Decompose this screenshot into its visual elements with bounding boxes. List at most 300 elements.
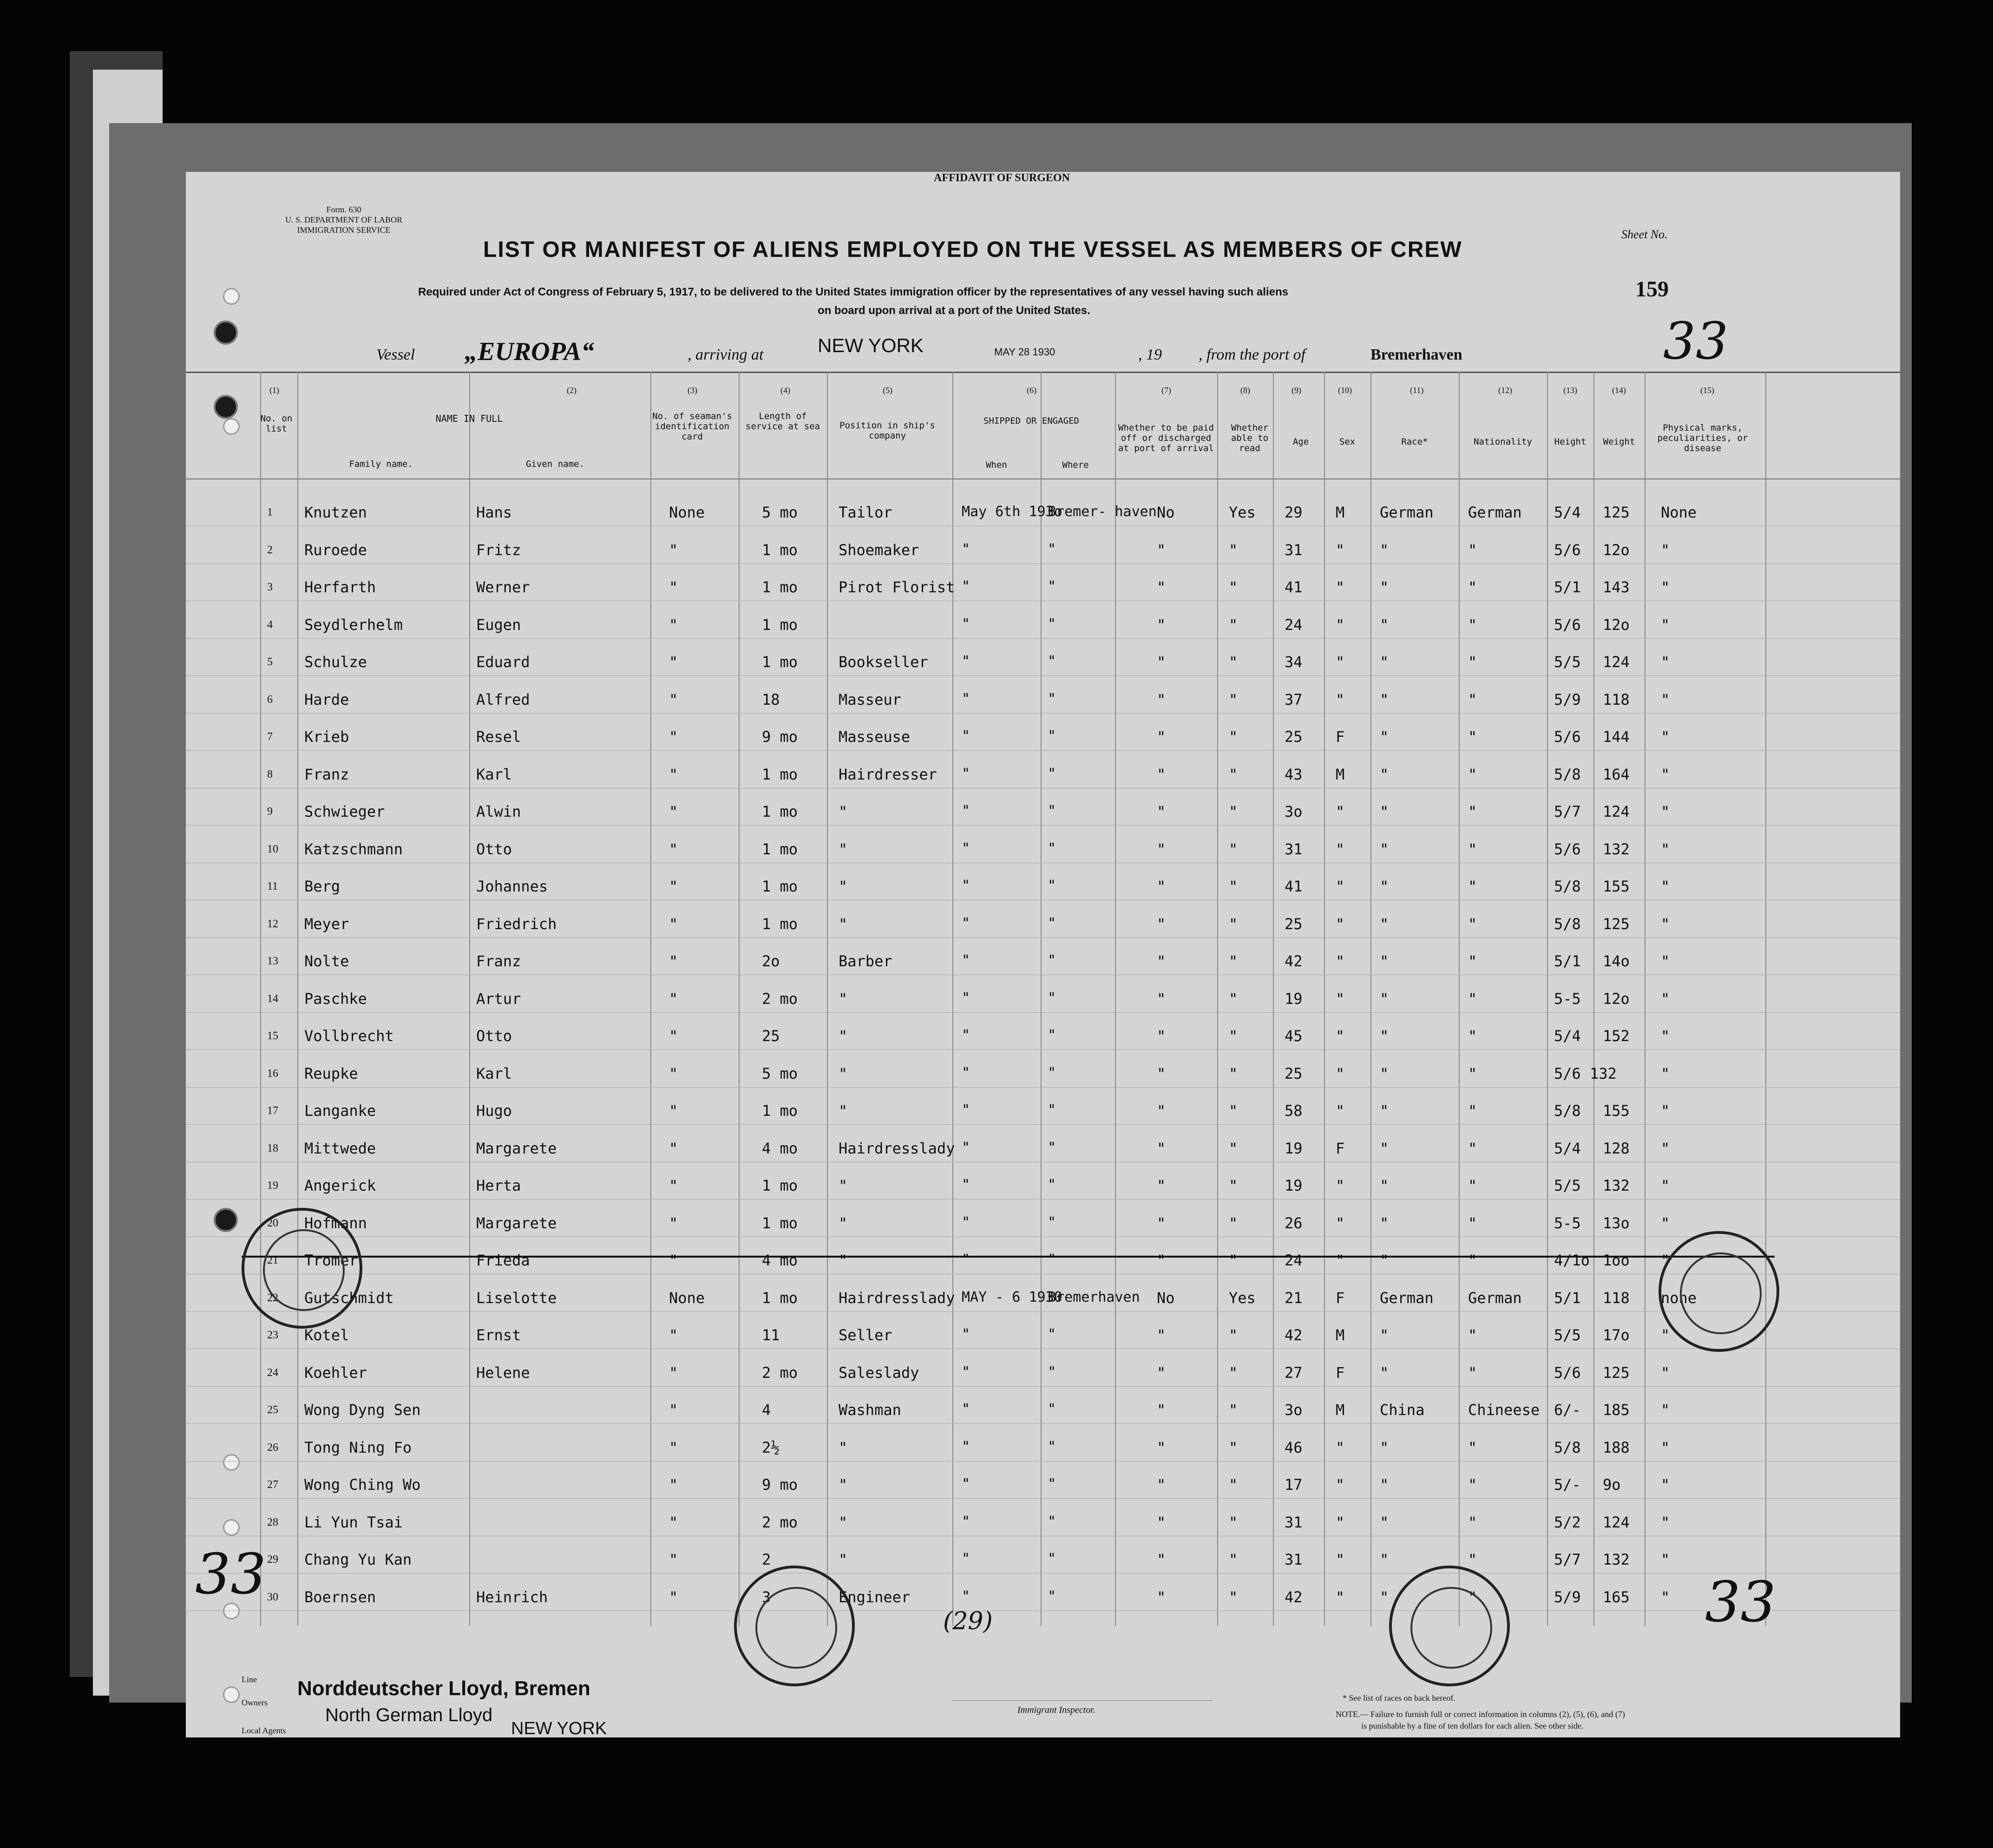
row-number: 25: [267, 1404, 278, 1416]
physical-marks: ": [1661, 1064, 1670, 1082]
able-to-read: ": [1229, 1102, 1238, 1120]
seaman-card: ": [669, 578, 678, 596]
sex: ": [1336, 952, 1345, 970]
year-label: , 19: [1138, 346, 1162, 363]
table-row: [186, 1021, 1900, 1058]
service-length: 1 mo: [762, 1214, 798, 1232]
service-length: 1 mo: [762, 878, 798, 895]
race: ": [1380, 1064, 1389, 1082]
nationality: ": [1468, 1064, 1477, 1082]
family-name: Wong Dyng Sen: [304, 1401, 421, 1419]
weight: 14o: [1603, 952, 1630, 970]
able-to-read: ": [1229, 690, 1238, 708]
height: 6/-: [1554, 1401, 1581, 1419]
able-to-read: ": [1229, 1177, 1238, 1194]
seaman-card: ": [669, 1588, 678, 1606]
engaged-when: ": [962, 803, 970, 819]
column-number: (7): [1161, 386, 1171, 395]
nationality: ": [1468, 1139, 1477, 1157]
sex: ": [1336, 1476, 1345, 1494]
position: ": [839, 1438, 848, 1456]
table-row: [186, 1208, 1900, 1245]
table-row: [186, 1432, 1900, 1469]
able-to-read: ": [1229, 653, 1238, 671]
sex: M: [1336, 1326, 1345, 1344]
column-number: (14): [1612, 386, 1626, 395]
row-number: 24: [267, 1366, 278, 1379]
service-length: 1 mo: [762, 578, 798, 596]
height: 5/5: [1554, 1177, 1581, 1194]
able-to-read: ": [1229, 878, 1238, 895]
family-name: Schulze: [304, 653, 367, 671]
able-to-read: ": [1229, 1214, 1238, 1232]
paid-off: ": [1157, 728, 1166, 746]
physical-marks: ": [1661, 915, 1670, 933]
column-number: (6): [1027, 386, 1036, 395]
nationality: German: [1468, 1289, 1522, 1307]
engaged-where: ": [1048, 952, 1056, 969]
height: 5/1: [1554, 952, 1581, 970]
nationality: ": [1468, 653, 1477, 671]
height: 5/6: [1554, 728, 1581, 746]
weight: 125: [1603, 915, 1630, 933]
col-seaman-card: No. of seaman's identification card: [652, 411, 732, 442]
height: 5/8: [1554, 878, 1581, 895]
col-given: Given name.: [526, 459, 584, 469]
family-name: Franz: [304, 765, 349, 783]
physical-marks: ": [1661, 1177, 1670, 1194]
family-name: Wong Ching Wo: [304, 1476, 421, 1494]
able-to-read: ": [1229, 578, 1238, 596]
sex: ": [1336, 878, 1345, 895]
family-name: Angerick: [304, 1177, 376, 1194]
engaged-when: ": [962, 1064, 970, 1081]
nationality: ": [1468, 840, 1477, 858]
punch-hole: [223, 418, 240, 435]
row-number: 4: [267, 618, 273, 631]
table-row: [186, 1469, 1900, 1507]
row-rule: [186, 638, 1900, 639]
race: ": [1380, 1476, 1389, 1494]
age: 31: [1285, 840, 1303, 858]
given-name: Heinrich: [476, 1588, 548, 1606]
nationality: ": [1468, 878, 1477, 895]
engaged-when: ": [962, 1513, 970, 1530]
col-read: Whether able to read: [1231, 423, 1269, 453]
physical-marks: ": [1661, 1102, 1670, 1120]
sex: ": [1336, 1214, 1345, 1232]
service-length: 2 mo: [762, 1363, 798, 1382]
age: 42: [1285, 952, 1303, 970]
seaman-card: ": [669, 728, 678, 746]
paid-off: ": [1157, 990, 1166, 1008]
race: ": [1380, 1588, 1389, 1606]
paid-off: ": [1157, 1363, 1166, 1382]
seaman-card: ": [669, 1326, 678, 1344]
paid-off: ": [1157, 1513, 1166, 1531]
row-rule: [186, 1386, 1900, 1387]
from-label: , from the port of: [1199, 346, 1306, 363]
row-rule: [186, 825, 1900, 826]
col-paid-off: Whether to be paid off or discharged at port of arrival: [1118, 423, 1214, 453]
table-row: [186, 1582, 1900, 1619]
seaman-card: ": [669, 1401, 678, 1419]
punch-hole: [214, 395, 238, 419]
engaged-when: ": [962, 1326, 970, 1343]
height: 5/-: [1554, 1476, 1581, 1494]
nationality: ": [1468, 1438, 1477, 1456]
column-number: (13): [1563, 386, 1577, 395]
physical-marks: ": [1661, 541, 1670, 559]
given-name: Johannes: [476, 878, 548, 895]
engaged-where: ": [1048, 728, 1056, 744]
column-number: (1): [269, 386, 279, 395]
age: 3o: [1285, 1401, 1303, 1419]
physical-marks: none: [1661, 1289, 1697, 1307]
paid-off: ": [1157, 1139, 1166, 1157]
table-row: [186, 1133, 1900, 1170]
nationality: ": [1468, 1252, 1477, 1269]
able-to-read: Yes: [1229, 1289, 1256, 1307]
age: 29: [1285, 504, 1303, 521]
age: 21: [1285, 1289, 1303, 1307]
able-to-read: ": [1229, 990, 1238, 1008]
position: ": [839, 1027, 848, 1045]
engaged-when: ": [962, 1363, 970, 1380]
height: 5/8: [1554, 1438, 1581, 1456]
engaged-when: ": [962, 915, 970, 931]
physical-marks: None: [1661, 504, 1697, 521]
height: 4/1o: [1554, 1252, 1590, 1269]
weight: 185: [1603, 1401, 1630, 1419]
age: 26: [1285, 1214, 1303, 1232]
table-row: [186, 1095, 1900, 1133]
weight: 12o: [1603, 616, 1630, 634]
able-to-read: ": [1229, 1588, 1238, 1606]
race: China: [1380, 1401, 1425, 1419]
nationality: ": [1468, 1363, 1477, 1382]
position: ": [839, 840, 848, 858]
height: 5/6: [1554, 616, 1581, 634]
row-rule: [186, 1498, 1900, 1499]
table-row: [186, 647, 1900, 684]
engaged-where: Bremer- haven: [1048, 504, 1157, 520]
service-length: 25: [762, 1027, 780, 1045]
age: 25: [1285, 1064, 1303, 1082]
col-race: Race*: [1401, 437, 1428, 447]
row-number: 28: [267, 1516, 278, 1528]
weight: 165: [1603, 1588, 1630, 1606]
race: ": [1380, 1363, 1389, 1382]
age: 31: [1285, 1551, 1303, 1568]
given-name: Karl: [476, 1064, 512, 1082]
given-name: Margarete: [476, 1139, 557, 1157]
family-name: Koehler: [304, 1363, 367, 1382]
position: Washman: [839, 1401, 901, 1419]
form-code: 14-1240: [256, 1737, 277, 1744]
physical-marks: ": [1661, 765, 1670, 783]
col-marks: Physical marks, peculiarities, or disease: [1657, 423, 1748, 453]
position: Masseuse: [839, 728, 911, 746]
position: ": [839, 1252, 848, 1269]
height: 5/1: [1554, 1289, 1581, 1307]
seaman-card: ": [669, 840, 678, 858]
sex: ": [1336, 990, 1345, 1008]
given-name: Franz: [476, 952, 521, 970]
service-length: 2o: [762, 952, 780, 970]
physical-marks: ": [1661, 1401, 1670, 1419]
physical-marks: ": [1661, 990, 1670, 1008]
service-length: 1 mo: [762, 840, 798, 858]
consulate-stamp: [1659, 1231, 1779, 1352]
position: Saleslady: [839, 1363, 919, 1382]
race: ": [1380, 915, 1389, 933]
engaged-when: ": [962, 952, 970, 969]
physical-marks: ": [1661, 1326, 1670, 1344]
row-number: 3: [267, 581, 273, 593]
nationality: ": [1468, 1177, 1477, 1194]
sex: F: [1336, 1139, 1345, 1157]
engaged-when: May 6th 193o: [962, 504, 1062, 520]
column-number: (10): [1338, 386, 1352, 395]
engaged-where: ": [1048, 1102, 1056, 1118]
engaged-when: ": [962, 578, 970, 595]
row-number: 16: [267, 1067, 278, 1080]
column-number: (15): [1700, 386, 1714, 395]
seaman-card: ": [669, 1438, 678, 1456]
footnote-fine: is punishable by a fine of ten dollars for each alien. See other side.: [1361, 1721, 1584, 1730]
family-name: Li Yun Tsai: [304, 1513, 403, 1531]
physical-marks: ": [1661, 1588, 1670, 1606]
age: 41: [1285, 878, 1303, 895]
weight: 1oo: [1603, 1252, 1630, 1269]
sex: ": [1336, 1027, 1345, 1045]
given-name: Alwin: [476, 803, 521, 820]
affidavit-label: AFFIDAVIT OF SURGEON: [934, 172, 1070, 184]
arriving-port: NEW YORK: [818, 334, 924, 356]
seaman-card: ": [669, 541, 678, 559]
physical-marks: ": [1661, 1438, 1670, 1456]
physical-marks: ": [1661, 1214, 1670, 1232]
position: Hairdresser: [839, 765, 937, 783]
footnote-races: * See list of races on back hereof.: [1343, 1693, 1455, 1703]
table-row: [186, 572, 1900, 609]
race: ": [1380, 1027, 1389, 1045]
able-to-read: ": [1229, 1401, 1238, 1419]
family-name: Mittwede: [304, 1139, 376, 1157]
column-number: (12): [1498, 386, 1512, 395]
sex: ": [1336, 578, 1345, 596]
row-rule: [186, 1124, 1900, 1125]
vessel-name: „EUROPA“: [465, 337, 594, 366]
service-length: 1 mo: [762, 616, 798, 634]
family-name: Nolte: [304, 952, 349, 970]
sex: ": [1336, 1102, 1345, 1120]
row-number: 10: [267, 843, 278, 855]
nationality: ": [1468, 803, 1477, 820]
margin-count-right: 33: [1705, 1570, 1776, 1635]
engaged-when: ": [962, 1588, 970, 1605]
height: 5/9: [1554, 690, 1581, 708]
paid-off: ": [1157, 952, 1166, 970]
row-number: 18: [267, 1142, 278, 1154]
weight: 155: [1603, 1102, 1630, 1120]
given-name: Artur: [476, 990, 521, 1008]
margin-count-left: 33: [195, 1542, 266, 1607]
row-number: 1: [267, 506, 273, 518]
engaged-where: ": [1048, 1588, 1056, 1605]
able-to-read: ": [1229, 915, 1238, 933]
paid-off: ": [1157, 915, 1166, 933]
engaged-where: ": [1048, 1476, 1056, 1492]
able-to-read: ": [1229, 1551, 1238, 1568]
position: ": [839, 990, 848, 1008]
physical-marks: ": [1661, 690, 1670, 708]
physical-marks: ": [1661, 728, 1670, 746]
given-name: Ernst: [476, 1326, 521, 1344]
vessel-label: Vessel: [376, 346, 415, 363]
engaged-where: ": [1048, 1363, 1056, 1380]
age: 46: [1285, 1438, 1303, 1456]
weight: 118: [1603, 1289, 1630, 1307]
agents-label: Local Agents: [242, 1726, 286, 1735]
able-to-read: ": [1229, 541, 1238, 559]
position: ": [839, 1064, 848, 1082]
service-length: 2: [762, 1551, 771, 1568]
paid-off: ": [1157, 1476, 1166, 1494]
height: 5/7: [1554, 803, 1581, 820]
weight: 132: [1603, 1177, 1630, 1194]
row-rule: [186, 1311, 1900, 1312]
family-name: Harde: [304, 690, 349, 708]
engaged-where: ": [1048, 578, 1056, 595]
position: Barber: [839, 952, 892, 970]
seaman-card: ": [669, 803, 678, 820]
table-row: [186, 1357, 1900, 1395]
able-to-read: ": [1229, 1363, 1238, 1382]
able-to-read: ": [1229, 1252, 1238, 1269]
sex: ": [1336, 1438, 1345, 1456]
race: ": [1380, 990, 1389, 1008]
physical-marks: ": [1661, 1363, 1670, 1382]
seaman-card: ": [669, 690, 678, 708]
row-number: 8: [267, 768, 273, 780]
given-name: Werner: [476, 578, 530, 596]
race: ": [1380, 1177, 1389, 1194]
nationality: ": [1468, 1551, 1477, 1568]
family-name: Chang Yu Kan: [304, 1551, 412, 1568]
row-number: 20: [267, 1217, 278, 1229]
row-number: 6: [267, 693, 273, 706]
service-length: 4 mo: [762, 1252, 798, 1269]
arrival-date: MAY 28 1930: [994, 346, 1056, 358]
able-to-read: ": [1229, 952, 1238, 970]
engaged-where: ": [1048, 840, 1056, 857]
physical-marks: ": [1661, 616, 1670, 634]
paid-off: No: [1157, 504, 1175, 521]
engaged-when: ": [962, 1214, 970, 1231]
position: ": [839, 1476, 848, 1494]
given-name: Herta: [476, 1177, 521, 1194]
able-to-read: ": [1229, 1513, 1238, 1531]
service-length: 1 mo: [762, 653, 798, 671]
table-top-rule: [186, 372, 1900, 373]
engaged-when: ": [962, 1139, 970, 1156]
race: ": [1380, 1214, 1389, 1232]
engaged-where: ": [1048, 765, 1056, 782]
engaged-when: ": [962, 728, 970, 744]
family-name: Seydlerhelm: [304, 616, 403, 634]
age: 45: [1285, 1027, 1303, 1045]
height: 5/6 132: [1554, 1064, 1617, 1082]
engaged-when: ": [962, 541, 970, 557]
service-length: 5 mo: [762, 1064, 798, 1082]
service-length: 5 mo: [762, 504, 798, 521]
sex: ": [1336, 1513, 1345, 1531]
punch-hole: [214, 321, 238, 345]
position: Seller: [839, 1326, 892, 1344]
sex: ": [1336, 1551, 1345, 1568]
row-number: 21: [267, 1254, 278, 1266]
engaged-when: ": [962, 1102, 970, 1118]
arriving-label: , arriving at: [688, 346, 764, 363]
nationality: ": [1468, 578, 1477, 596]
table-row: [186, 1320, 1900, 1357]
row-number: 26: [267, 1441, 278, 1454]
family-name: Ruroede: [304, 541, 367, 559]
row-number: 7: [267, 731, 273, 743]
paid-off: ": [1157, 1551, 1166, 1568]
sheet-label: Sheet No.: [1621, 228, 1668, 241]
seaman-card: ": [669, 915, 678, 933]
given-name: Hans: [476, 504, 512, 521]
height: 5/9: [1554, 1588, 1581, 1606]
sex: M: [1336, 765, 1345, 783]
height: 5/5: [1554, 653, 1581, 671]
position: ": [839, 1551, 848, 1568]
physical-marks: ": [1661, 1476, 1670, 1494]
family-name: Tong Ning Fo: [304, 1438, 412, 1456]
height: 5/8: [1554, 915, 1581, 933]
paid-off: No: [1157, 1289, 1175, 1307]
sex: F: [1336, 1289, 1345, 1307]
family-name: Schwieger: [304, 803, 385, 820]
age: 31: [1285, 541, 1303, 559]
race: ": [1380, 1513, 1389, 1531]
service: IMMIGRATION SERVICE: [297, 225, 391, 235]
from-port: Bremerhaven: [1370, 346, 1462, 363]
position: Tailor: [839, 504, 892, 521]
table-row: [186, 684, 1900, 721]
column-number: (3): [688, 386, 697, 395]
able-to-read: ": [1229, 1476, 1238, 1494]
given-name: Resel: [476, 728, 521, 746]
nationality: ": [1468, 1214, 1477, 1232]
row-rule: [186, 1049, 1900, 1050]
position: Hairdresslady: [839, 1289, 955, 1307]
nationality: ": [1468, 690, 1477, 708]
row-number: 29: [267, 1553, 278, 1566]
height: 5/6: [1554, 1363, 1581, 1382]
given-name: Helene: [476, 1363, 530, 1382]
page-count-mark: 33: [1663, 311, 1728, 371]
weight: 132: [1603, 1551, 1630, 1568]
service-length: 9 mo: [762, 728, 798, 746]
given-name: Eugen: [476, 616, 521, 634]
seaman-card: ": [669, 1476, 678, 1494]
family-name: Paschke: [304, 990, 367, 1008]
given-name: Hugo: [476, 1102, 512, 1120]
